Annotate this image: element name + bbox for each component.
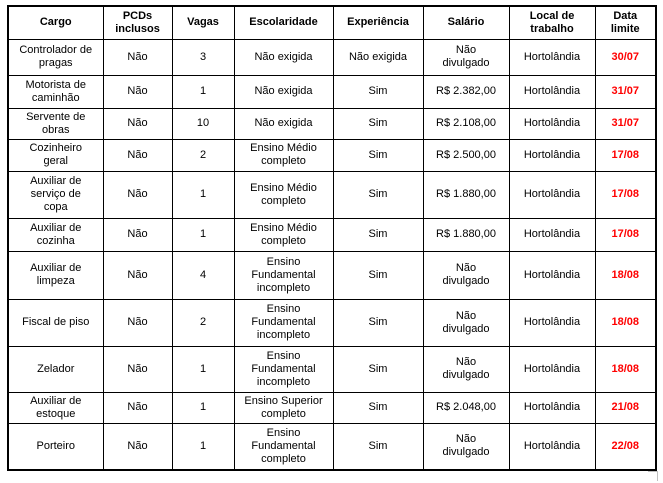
cell-local-de-trabalho: Hortolândia xyxy=(509,108,595,139)
cell-data-limite: 18/08 xyxy=(595,251,656,299)
cell-cargo: Servente de obras xyxy=(8,108,103,139)
column-header-cargo: Cargo xyxy=(8,6,103,39)
column-header-escolaridade: Escolaridade xyxy=(234,6,333,39)
table-row xyxy=(8,218,656,251)
cell-salario: Não divulgado xyxy=(423,39,509,75)
table-row xyxy=(8,171,656,218)
cell-data-limite: 31/07 xyxy=(595,108,656,139)
cell-salario: R$ 2.108,00 xyxy=(423,108,509,139)
cell-data-limite: 17/08 xyxy=(595,139,656,171)
cell-local-de-trabalho: Hortolândia xyxy=(509,139,595,171)
cell-pcds-inclusos: Não xyxy=(103,75,172,108)
cell-salario: Não divulgado xyxy=(423,346,509,392)
cell-experiencia: Sim xyxy=(333,423,423,470)
table-row xyxy=(8,251,656,299)
cell-cargo: Fiscal de piso xyxy=(8,299,103,346)
cell-local-de-trabalho: Hortolândia xyxy=(509,346,595,392)
cell-salario: Não divulgado xyxy=(423,299,509,346)
cell-cargo: Controlador de pragas xyxy=(8,39,103,75)
cell-salario: R$ 2.382,00 xyxy=(423,75,509,108)
cell-experiencia: Sim xyxy=(333,218,423,251)
cell-vagas: 1 xyxy=(172,171,234,218)
cell-pcds-inclusos: Não xyxy=(103,251,172,299)
cell-data-limite: 22/08 xyxy=(595,423,656,470)
cell-experiencia: Sim xyxy=(333,251,423,299)
cell-experiencia: Sim xyxy=(333,139,423,171)
cell-escolaridade: Ensino Fundamental incompleto xyxy=(234,346,333,392)
cell-pcds-inclusos: Não xyxy=(103,139,172,171)
cell-vagas: 1 xyxy=(172,218,234,251)
jobs-table xyxy=(7,5,657,471)
cell-vagas: 1 xyxy=(172,392,234,423)
cell-local-de-trabalho: Hortolândia xyxy=(509,423,595,470)
cell-vagas: 4 xyxy=(172,251,234,299)
cell-data-limite: 17/08 xyxy=(595,171,656,218)
cell-pcds-inclusos: Não xyxy=(103,218,172,251)
cell-escolaridade: Ensino Fundamental completo xyxy=(234,423,333,470)
table-row xyxy=(8,423,656,470)
cell-salario: R$ 1.880,00 xyxy=(423,171,509,218)
cell-cargo: Motorista de caminhão xyxy=(8,75,103,108)
cell-vagas: 1 xyxy=(172,423,234,470)
column-header-data-limite: Data limite xyxy=(595,6,656,39)
cell-experiencia: Sim xyxy=(333,392,423,423)
cell-salario: R$ 2.048,00 xyxy=(423,392,509,423)
cell-experiencia: Sim xyxy=(333,346,423,392)
cell-local-de-trabalho: Hortolândia xyxy=(509,218,595,251)
table-body xyxy=(8,39,656,470)
cell-salario: R$ 2.500,00 xyxy=(423,139,509,171)
cell-local-de-trabalho: Hortolândia xyxy=(509,171,595,218)
cell-vagas: 2 xyxy=(172,299,234,346)
table-row xyxy=(8,139,656,171)
cell-salario: Não divulgado xyxy=(423,251,509,299)
cell-local-de-trabalho: Hortolândia xyxy=(509,251,595,299)
cell-local-de-trabalho: Hortolândia xyxy=(509,392,595,423)
cell-escolaridade: Ensino Superior completo xyxy=(234,392,333,423)
cell-experiencia: Sim xyxy=(333,75,423,108)
corner-mark-icon xyxy=(648,471,658,481)
cell-escolaridade: Ensino Médio completo xyxy=(234,218,333,251)
cell-pcds-inclusos: Não xyxy=(103,346,172,392)
column-header-vagas: Vagas xyxy=(172,6,234,39)
cell-pcds-inclusos: Não xyxy=(103,299,172,346)
cell-cargo: Auxiliar de serviço de copa xyxy=(8,171,103,218)
cell-vagas: 10 xyxy=(172,108,234,139)
cell-vagas: 2 xyxy=(172,139,234,171)
cell-vagas: 1 xyxy=(172,346,234,392)
cell-local-de-trabalho: Hortolândia xyxy=(509,299,595,346)
column-header-salario: Salário xyxy=(423,6,509,39)
cell-cargo: Auxiliar de limpeza xyxy=(8,251,103,299)
cell-local-de-trabalho: Hortolândia xyxy=(509,75,595,108)
table-row xyxy=(8,299,656,346)
cell-experiencia: Sim xyxy=(333,171,423,218)
cell-vagas: 3 xyxy=(172,39,234,75)
cell-data-limite: 17/08 xyxy=(595,218,656,251)
cell-data-limite: 30/07 xyxy=(595,39,656,75)
cell-experiencia: Sim xyxy=(333,299,423,346)
cell-vagas: 1 xyxy=(172,75,234,108)
table-row xyxy=(8,39,656,75)
cell-escolaridade: Ensino Fundamental incompleto xyxy=(234,299,333,346)
cell-data-limite: 31/07 xyxy=(595,75,656,108)
cell-cargo: Porteiro xyxy=(8,423,103,470)
cell-pcds-inclusos: Não xyxy=(103,171,172,218)
cell-escolaridade: Ensino Fundamental incompleto xyxy=(234,251,333,299)
cell-data-limite: 18/08 xyxy=(595,346,656,392)
cell-cargo: Auxiliar de cozinha xyxy=(8,218,103,251)
cell-local-de-trabalho: Hortolândia xyxy=(509,39,595,75)
table-header xyxy=(8,6,656,39)
cell-escolaridade: Não exigida xyxy=(234,39,333,75)
cell-escolaridade: Ensino Médio completo xyxy=(234,139,333,171)
cell-cargo: Cozinheiro geral xyxy=(8,139,103,171)
table-row xyxy=(8,346,656,392)
table-row xyxy=(8,75,656,108)
cell-escolaridade: Não exigida xyxy=(234,108,333,139)
cell-pcds-inclusos: Não xyxy=(103,423,172,470)
cell-pcds-inclusos: Não xyxy=(103,39,172,75)
header-row xyxy=(8,6,656,39)
column-header-local-de-trabalho: Local de trabalho xyxy=(509,6,595,39)
cell-pcds-inclusos: Não xyxy=(103,392,172,423)
cell-pcds-inclusos: Não xyxy=(103,108,172,139)
cell-escolaridade: Ensino Médio completo xyxy=(234,171,333,218)
cell-experiencia: Sim xyxy=(333,108,423,139)
cell-data-limite: 21/08 xyxy=(595,392,656,423)
cell-escolaridade: Não exigida xyxy=(234,75,333,108)
cell-experiencia: Não exigida xyxy=(333,39,423,75)
table-row xyxy=(8,392,656,423)
cell-salario: R$ 1.880,00 xyxy=(423,218,509,251)
cell-salario: Não divulgado xyxy=(423,423,509,470)
cell-data-limite: 18/08 xyxy=(595,299,656,346)
cell-cargo: Zelador xyxy=(8,346,103,392)
cell-cargo: Auxiliar de estoque xyxy=(8,392,103,423)
column-header-experiencia: Experiência xyxy=(333,6,423,39)
column-header-pcds-inclusos: PCDs inclusos xyxy=(103,6,172,39)
table-row xyxy=(8,108,656,139)
